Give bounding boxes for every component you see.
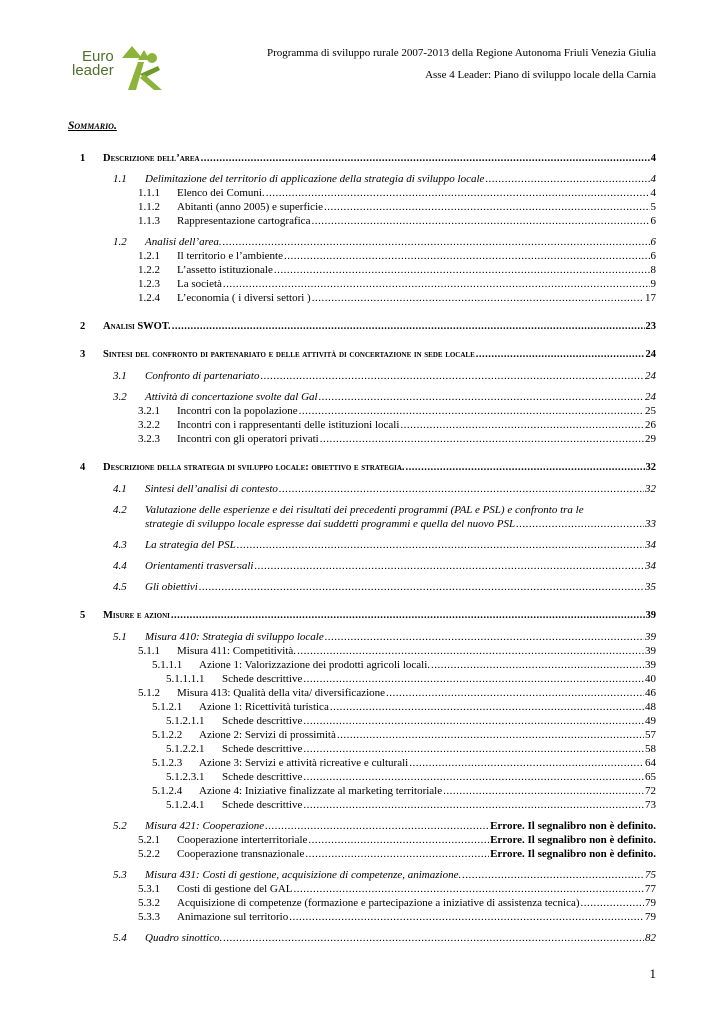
logo-text-line2: leader — [72, 62, 114, 79]
toc-entry[interactable] — [113, 538, 656, 552]
toc-entry-title: Analisi dell’area. — [145, 236, 222, 248]
toc-entry-leader — [201, 152, 650, 166]
toc-entry-page: 26 — [645, 419, 656, 431]
toc-entry-leader — [303, 714, 644, 728]
toc-entry-number: 5.1.2 — [138, 687, 160, 699]
toc-entry-leader — [319, 390, 644, 404]
toc-entry-title: Elenco dei Comuni. — [177, 187, 265, 199]
toc-entry-number: 5.4 — [113, 932, 127, 944]
toc-entry-number: 5.1.2.4 — [152, 785, 183, 797]
toc-entry-leader — [325, 630, 644, 644]
toc-entry-title: Descrizione dell’area — [103, 153, 200, 164]
toc-entry-leader — [171, 609, 645, 623]
toc-entry-page: 64 — [645, 757, 656, 769]
header-line-1: Programma di sviluppo rurale 2007-2013 della Regione Autonoma Friuli Venezia Giulia — [266, 47, 656, 59]
toc-entry-leader — [297, 644, 644, 658]
toc-entry-title: Abitanti (anno 2005) e superficie — [177, 201, 324, 213]
toc-entry-page: 32 — [645, 483, 656, 495]
toc-entry-title: Incontri con gli operatori privati — [177, 433, 319, 445]
toc-entry-title: Delimitazione del territorio di applicazione della strategia di sviluppo locale — [145, 173, 485, 185]
toc-entry-title: Rappresentazione cartografica — [177, 215, 311, 227]
toc-entry-title: Azione 1: Valorizzazione dei prodotti agricoli locali. — [199, 659, 431, 671]
toc-entry-leader — [305, 847, 489, 861]
toc-entry-leader — [284, 249, 650, 263]
toc-entry-page: 6 — [650, 236, 656, 248]
page-number: 1 — [649, 966, 656, 981]
toc-entry-leader — [289, 910, 644, 924]
toc-entry-number: 5.3.3 — [138, 911, 160, 923]
toc-entry-page: 72 — [645, 785, 656, 797]
toc-entry[interactable] — [138, 432, 656, 446]
toc-entry-page: 39 — [645, 631, 656, 643]
toc-entry-title: Il territorio e l’ambiente — [177, 250, 283, 262]
toc-entry[interactable] — [166, 672, 656, 686]
toc-entry-leader — [223, 931, 644, 945]
toc-entry[interactable] — [166, 742, 656, 756]
toc-entry-page: 24 — [645, 349, 656, 360]
toc-entry-title: Incontri con i rappresentanti delle istituzioni locali — [177, 419, 400, 431]
toc-entry[interactable] — [138, 833, 656, 847]
toc-entry[interactable] — [138, 200, 656, 214]
toc-entry-leader — [485, 172, 649, 186]
toc-entry-number: 4.4 — [113, 560, 127, 572]
toc-entry-number: 1 — [80, 153, 86, 164]
toc-entry-title: Incontri con la popolazione — [177, 405, 298, 417]
toc-entry-page: 79 — [645, 911, 656, 923]
toc-entry[interactable] — [113, 482, 656, 496]
toc-entry-leader — [462, 868, 644, 882]
toc-entry-page: Errore. Il segnalibro non è definito. — [490, 834, 656, 846]
toc-entry-leader — [172, 320, 645, 334]
toc-entry-number: 5.1.2.1 — [152, 701, 183, 713]
toc-entry[interactable] — [138, 418, 656, 432]
toc-entry-leader — [312, 291, 644, 305]
toc-entry-leader — [337, 728, 644, 742]
toc-entry-page: 29 — [645, 433, 656, 445]
logo-text-line1: Euro — [82, 48, 114, 65]
toc-entry-number: 2 — [80, 321, 86, 332]
toc-entry-number: 1.1.2 — [138, 201, 160, 213]
toc-entry[interactable] — [152, 784, 656, 798]
toc-entry-page: 35 — [645, 581, 656, 593]
toc-entry-title: Schede descrittive — [222, 673, 303, 685]
toc-entry-number: 1.2.2 — [138, 264, 160, 276]
toc-entry-page: 82 — [645, 932, 656, 944]
toc-entry-leader — [516, 517, 644, 531]
toc-entry-number: 3.2 — [113, 391, 127, 403]
toc-entry-title: Sintesi del confronto di partenariato e delle attività di concertazione in sede locale — [103, 349, 475, 360]
toc-entry-number: 5.1.2.3 — [152, 757, 183, 769]
toc-entry-number: 5.2.2 — [138, 848, 160, 860]
toc-entry-title: Azione 2: Servizi di prossimità — [199, 729, 336, 741]
toc-entry[interactable] — [80, 609, 656, 623]
toc-entry-number: 1.2.4 — [138, 292, 160, 304]
toc-entry-number: 3.2.2 — [138, 419, 160, 431]
toc-entry-title: Valutazione delle esperienze e dei risultati dei precedenti programmi (PAL e PSL) e confronto tra le — [145, 504, 584, 516]
toc-entry-title: Misura 410: Strategia di sviluppo locale — [145, 631, 324, 643]
toc-entry-number: 5 — [80, 610, 86, 621]
toc-entry-page: 9 — [650, 278, 656, 290]
toc-entry[interactable] — [152, 658, 656, 672]
toc-entry-page: 6 — [650, 250, 656, 262]
toc-entry[interactable] — [113, 931, 656, 945]
toc-entry-title: Schede descrittive — [222, 715, 303, 727]
toc-entry-title: Sintesi dell’analisi di contesto — [145, 483, 278, 495]
toc-entry-page: 77 — [645, 883, 656, 895]
toc-entry[interactable] — [113, 559, 656, 573]
toc-entry[interactable] — [138, 404, 656, 418]
toc-entry[interactable] — [113, 819, 656, 833]
toc-entry-number: 4.5 — [113, 581, 127, 593]
logo-text — [72, 50, 114, 78]
toc-entry-page: 57 — [645, 729, 656, 741]
toc-entry-page: 4 — [650, 173, 656, 185]
toc-entry-leader — [199, 580, 644, 594]
toc-entry-title: Schede descrittive — [222, 771, 303, 783]
toc-entry-leader — [308, 833, 489, 847]
toc-entry-title: Descrizione della strategia di sviluppo locale: obiettivo e strategia. — [103, 462, 405, 473]
toc-entry[interactable] — [113, 503, 656, 517]
toc-entry[interactable] — [80, 320, 656, 334]
toc-entry-title: Azione 4: Iniziative finalizzate al marketing territoriale — [199, 785, 443, 797]
toc-entry-page: 5 — [650, 201, 656, 213]
toc-entry-leader — [265, 819, 489, 833]
toc-entry[interactable] — [138, 249, 656, 263]
toc-entry-title: Schede descrittive — [222, 799, 303, 811]
toc-entry-leader — [303, 672, 644, 686]
toc-entry-page: 39 — [645, 659, 656, 671]
toc-entry-number: 4.2 — [113, 504, 127, 516]
toc-entry-leader — [409, 756, 644, 770]
toc-entry-title: Misure e azioni — [103, 610, 170, 621]
toc-entry-page: Errore. Il segnalibro non è definito. — [490, 820, 656, 832]
toc-heading: Sommario. — [68, 120, 117, 132]
toc-entry-title: La società — [177, 278, 222, 290]
toc-entry[interactable] — [113, 369, 656, 383]
toc-entry-leader — [443, 784, 644, 798]
toc-entry-number: 3.1 — [113, 370, 127, 382]
header-line-2: Asse 4 Leader: Piano di sviluppo locale della Carnia — [425, 69, 656, 81]
toc-entry[interactable] — [138, 686, 656, 700]
toc-entry-number: 5.2 — [113, 820, 127, 832]
toc-entry-title: Gli obiettivi — [145, 581, 198, 593]
toc-entry-number: 5.1.2.1.1 — [166, 715, 205, 727]
toc-entry-title: Azione 1: Ricettività turistica — [199, 701, 329, 713]
toc-entry-title: Analisi SWOT. — [103, 321, 171, 332]
toc-entry[interactable] — [113, 868, 656, 882]
toc-entry[interactable] — [113, 235, 656, 249]
euroleader-logo — [72, 44, 164, 94]
toc-entry-leader — [311, 214, 649, 228]
toc-entry-number: 3.2.1 — [138, 405, 160, 417]
toc-entry-title: Attività di concertazione svolte dal Gal — [145, 391, 318, 403]
toc-entry-title: Acquisizione di competenze (formazione e partecipazione a iniziative di assistenza tecnica) — [177, 897, 580, 909]
toc-entry-page: 46 — [645, 687, 656, 699]
toc-entry-title: L’economia ( i diversi settori ) — [177, 292, 311, 304]
toc-entry[interactable] — [138, 291, 656, 305]
logo-figure-icon — [118, 44, 164, 92]
toc-entry-number: 1.2 — [113, 236, 127, 248]
toc-entry-title: Quadro sinottico. — [145, 932, 223, 944]
toc-entry-leader — [274, 263, 650, 277]
toc-entry[interactable] — [80, 152, 656, 166]
toc-entry[interactable] — [113, 580, 656, 594]
toc-entry-number: 5.1.1.1.1 — [166, 673, 205, 685]
toc-entry-number: 1.2.3 — [138, 278, 160, 290]
toc-entry-page: 40 — [645, 673, 656, 685]
toc-entry-leader — [303, 742, 644, 756]
toc-entry-leader — [581, 896, 644, 910]
toc-entry-title: Schede descrittive — [222, 743, 303, 755]
toc-entry-number: 3.2.3 — [138, 433, 160, 445]
toc-entry-number: 5.1.1 — [138, 645, 160, 657]
toc-entry[interactable] — [166, 770, 656, 784]
toc-entry-leader — [431, 658, 644, 672]
toc-entry-leader — [406, 461, 645, 475]
toc-entry-title: Cooperazione interterritoriale — [177, 834, 308, 846]
toc-entry[interactable] — [145, 517, 656, 531]
toc-entry[interactable] — [80, 461, 656, 475]
toc-entry-page: 48 — [645, 701, 656, 713]
toc-entry-page: Errore. Il segnalibro non è definito. — [490, 848, 656, 860]
toc-entry-number: 1.1.1 — [138, 187, 160, 199]
toc-entry-leader — [237, 538, 644, 552]
toc-entry-number: 5.1.2.3.1 — [166, 771, 205, 783]
toc-entry-leader — [476, 348, 645, 362]
toc-entry-leader — [320, 432, 644, 446]
toc-entry-title: L’assetto istituzionale — [177, 264, 273, 276]
toc-entry-leader — [261, 369, 645, 383]
toc-entry-number: 4.1 — [113, 483, 127, 495]
toc-entry-title: Cooperazione transnazionale — [177, 848, 305, 860]
toc-entry[interactable] — [113, 390, 656, 404]
toc-entry-page: 58 — [645, 743, 656, 755]
toc-entry[interactable] — [138, 277, 656, 291]
toc-entry-leader — [299, 404, 644, 418]
toc-entry-leader — [303, 770, 644, 784]
toc-entry-leader — [324, 200, 649, 214]
toc-entry-number: 5.1.2.2.1 — [166, 743, 205, 755]
toc-entry-number: 1.1 — [113, 173, 127, 185]
toc-entry-number: 5.2.1 — [138, 834, 160, 846]
toc-entry-title: Misura 413: Qualità della vita/ diversificazione — [177, 687, 386, 699]
toc-entry[interactable] — [138, 896, 656, 910]
toc-entry[interactable] — [138, 186, 656, 200]
toc-entry-leader — [279, 482, 644, 496]
toc-entry-title: Animazione sul territorio — [177, 911, 289, 923]
toc-entry-title: Confronto di partenariato — [145, 370, 260, 382]
toc-entry[interactable] — [138, 214, 656, 228]
toc-entry-title: strategie di sviluppo locale espresse dai suddetti programmi e quella del nuovo PSL — [145, 518, 516, 530]
toc-entry[interactable] — [138, 263, 656, 277]
toc-entry-leader — [294, 882, 645, 896]
toc-entry-number: 3 — [80, 349, 86, 360]
toc-entry-page: 8 — [650, 264, 656, 276]
toc-entry-number: 5.3.1 — [138, 883, 160, 895]
toc-entry[interactable] — [138, 882, 656, 896]
toc-entry-number: 5.3.2 — [138, 897, 160, 909]
toc-entry-title: Misura 431: Costi di gestione, acquisizione di competenze, animazione. — [145, 869, 462, 881]
toc-entry-number: 5.1.2.4.1 — [166, 799, 205, 811]
toc-entry-number: 5.1.1.1 — [152, 659, 183, 671]
document-header — [267, 42, 656, 86]
toc-entry-leader — [266, 186, 650, 200]
toc-entry-page: 79 — [645, 897, 656, 909]
toc-entry-number: 4 — [80, 462, 86, 473]
toc-entry[interactable] — [138, 847, 656, 861]
toc-entry-page: 34 — [645, 560, 656, 572]
toc-entry-page: 39 — [645, 645, 656, 657]
toc-entry-title: La strategia del PSL — [145, 539, 236, 551]
toc-entry[interactable] — [152, 700, 656, 714]
toc-entry-page: 33 — [645, 518, 656, 530]
toc-entry[interactable] — [166, 798, 656, 812]
toc-entry-page: 24 — [645, 370, 656, 382]
toc-entry-number: 5.1.2.2 — [152, 729, 183, 741]
toc-entry-page: 34 — [645, 539, 656, 551]
toc-entry-page: 4 — [650, 187, 656, 199]
toc-entry-number: 5.3 — [113, 869, 127, 881]
toc-entry-number: 5.1 — [113, 631, 127, 643]
toc-entry-page: 75 — [645, 869, 656, 881]
toc-entry[interactable] — [152, 728, 656, 742]
toc-entry-leader — [330, 700, 644, 714]
toc-entry-leader — [254, 559, 644, 573]
toc-entry-title: Orientamenti trasversali — [145, 560, 254, 572]
toc-entry-page: 24 — [645, 391, 656, 403]
toc-entry[interactable] — [80, 348, 656, 362]
toc-entry-page: 6 — [650, 215, 656, 227]
toc-entry-title: Costi di gestione del GAL — [177, 883, 293, 895]
toc-entry-leader — [303, 798, 644, 812]
toc-entry[interactable] — [138, 644, 656, 658]
toc-entry-page: 73 — [645, 799, 656, 811]
toc-entry-leader — [400, 418, 644, 432]
toc-entry-number: 4.3 — [113, 539, 127, 551]
toc-entry-leader — [223, 277, 650, 291]
toc-entry-page: 25 — [645, 405, 656, 417]
toc-entry-page: 17 — [645, 292, 656, 304]
toc-entry-number: 1.1.3 — [138, 215, 160, 227]
toc-entry-page: 32 — [645, 462, 656, 473]
toc-entry-page: 23 — [645, 321, 656, 332]
toc-entry-page: 4 — [650, 153, 656, 164]
toc-entry[interactable] — [166, 714, 656, 728]
toc-entry-page: 65 — [645, 771, 656, 783]
toc-entry-title: Azione 3: Servizi e attività ricreative e culturali — [199, 757, 409, 769]
toc-entry-title: Misura 421: Cooperazione — [145, 820, 265, 832]
toc-entry-page: 49 — [645, 715, 656, 727]
toc-entry-title: Misura 411: Competitività. — [177, 645, 297, 657]
toc-entry-page: 39 — [645, 610, 656, 621]
toc-entry[interactable] — [113, 172, 656, 186]
toc-entry[interactable] — [113, 630, 656, 644]
toc-entry[interactable] — [138, 910, 656, 924]
toc-entry-leader — [223, 235, 650, 249]
toc-entry-leader — [386, 686, 644, 700]
toc-entry-number: 1.2.1 — [138, 250, 160, 262]
toc-entry[interactable] — [152, 756, 656, 770]
